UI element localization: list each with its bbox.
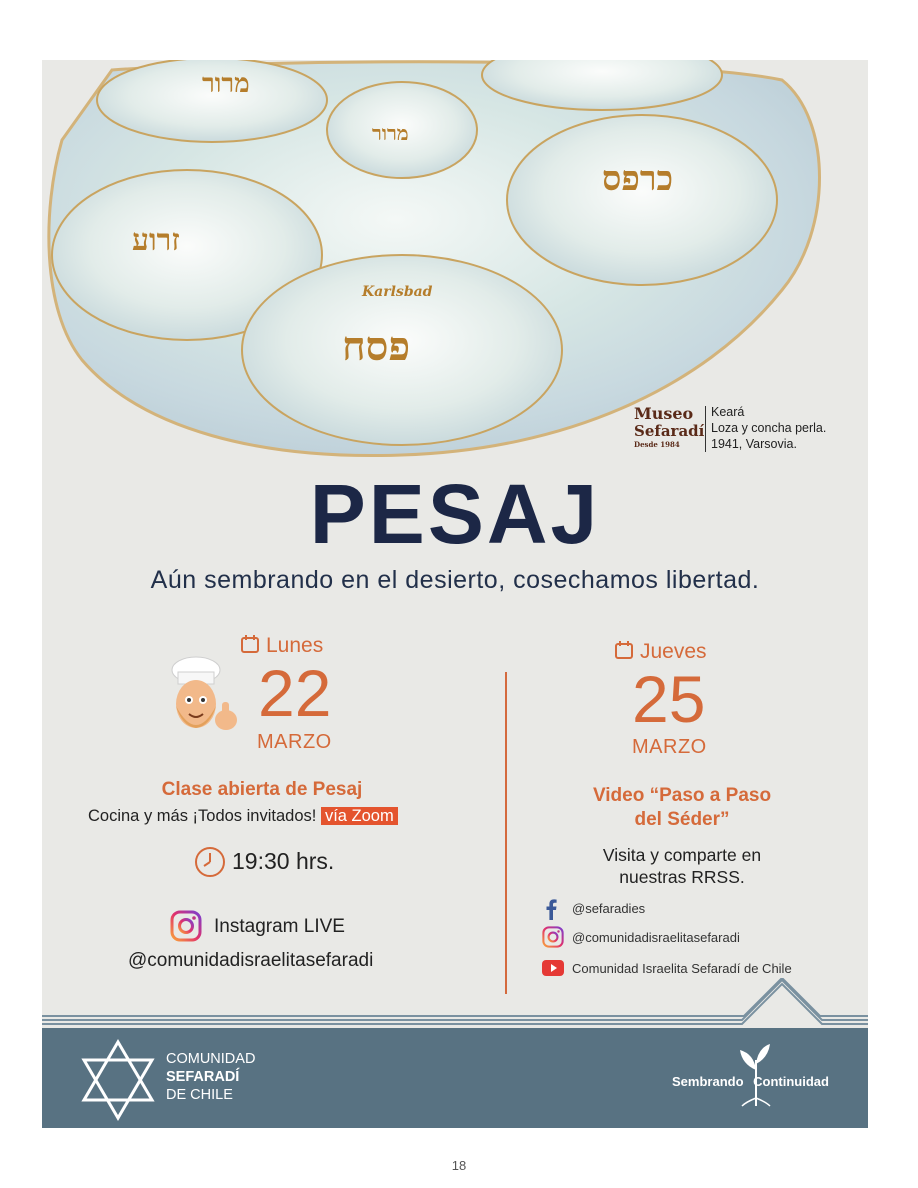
chef-emoji-icon xyxy=(162,654,242,744)
motto xyxy=(672,1074,829,1089)
plate-label-maror-top: מרור xyxy=(202,69,250,99)
logo-line: Desde 1984 xyxy=(634,440,680,449)
facebook-handle[interactable]: @sefaradies xyxy=(572,901,646,916)
caption-line: Keará xyxy=(711,405,745,419)
instagram-icon xyxy=(542,926,564,948)
motto-word: Sembrando xyxy=(672,1074,744,1089)
plate-label-zeroa: זרוע xyxy=(132,223,180,258)
event1-handle: @comunidadisraelitasefaradi xyxy=(128,950,374,971)
column-divider xyxy=(505,672,507,994)
clock-icon xyxy=(194,846,226,878)
instagram-icon xyxy=(170,910,202,942)
credit-caption xyxy=(711,404,826,452)
weekday-label: Lunes xyxy=(266,634,324,657)
page-number: 18 xyxy=(451,1158,467,1173)
museum-credit xyxy=(634,404,864,464)
event1-weekday xyxy=(240,634,323,658)
calendar-icon xyxy=(614,640,634,660)
headline-line: Video “Paso a Paso xyxy=(592,785,772,806)
caption-line: Loza y concha perla. xyxy=(711,421,827,435)
decorative-stripes xyxy=(42,978,868,1030)
page-title: PESAJ xyxy=(309,467,601,561)
caption-line: 1941, Varsovia. xyxy=(711,437,797,451)
event2-description xyxy=(542,844,822,888)
org-line: DE CHILE xyxy=(166,1087,233,1103)
credit-divider xyxy=(705,406,706,452)
description-line: nuestras RRSS. xyxy=(619,867,745,887)
youtube-channel[interactable]: Comunidad Israelita Sefaradí de Chile xyxy=(572,961,792,976)
facebook-icon xyxy=(542,898,560,920)
zoom-badge: vía Zoom xyxy=(321,807,398,825)
event1-description xyxy=(88,807,398,826)
weekday-label: Jueves xyxy=(640,640,707,663)
instagram-handle[interactable]: @comunidadisraelitasefaradi xyxy=(572,930,740,945)
event1-month: MARZO xyxy=(257,731,332,753)
event1-time: 19:30 hrs. xyxy=(232,848,335,874)
youtube-icon xyxy=(542,960,564,976)
event2-headline xyxy=(542,784,822,832)
subtitle: Aún sembrando en el desierto, cosechamos libertad. xyxy=(150,566,760,594)
instagram-live-label: Instagram LIVE xyxy=(214,916,345,937)
logo-line: Museo xyxy=(634,404,694,423)
motto-word: Continuidad xyxy=(753,1074,829,1089)
org-name xyxy=(166,1050,255,1104)
description-line: Visita y comparte en xyxy=(602,845,762,865)
event2-weekday xyxy=(614,640,707,664)
event1-day: 22 xyxy=(258,656,332,730)
seder-plate-image xyxy=(42,60,868,460)
star-of-david-icon xyxy=(76,1038,160,1122)
logo-line: Sefaradí xyxy=(634,422,705,440)
description-text: Cocina y más ¡Todos invitados! xyxy=(88,807,317,825)
event2-day: 25 xyxy=(632,662,706,736)
org-line: SEFARADÍ xyxy=(166,1069,240,1085)
headline-line: del Séder” xyxy=(634,809,730,830)
plate-label-maror-center: מרור xyxy=(372,121,409,145)
poster xyxy=(42,60,868,1128)
event1-headline: Clase abierta de Pesaj xyxy=(161,779,363,800)
plate-label-karpas: כרפס xyxy=(602,159,674,199)
plate-label-karlsbad: Karlsbad xyxy=(362,284,433,300)
org-line: COMUNIDAD xyxy=(166,1051,256,1067)
plate-label-pesaj: פסח xyxy=(342,323,411,370)
museo-sefaradi-logo xyxy=(634,404,705,449)
event2-month: MARZO xyxy=(632,736,707,758)
calendar-icon xyxy=(240,634,260,654)
